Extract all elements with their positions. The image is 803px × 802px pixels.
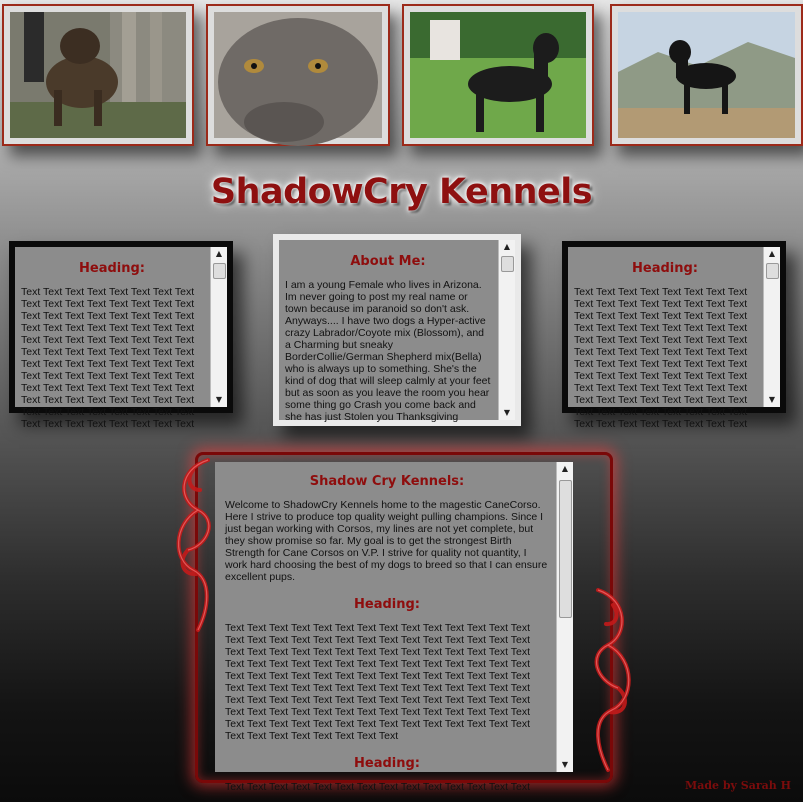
site-title: ShadowCry Kennels [210,172,593,212]
left-panel-heading: Heading: [79,261,145,276]
right-panel-heading: Heading: [632,261,698,276]
scroll-thumb[interactable] [501,256,514,272]
scroll-thumb[interactable] [213,263,226,279]
right-scroll-ornament-icon [568,580,640,780]
kennel-info-panel [215,462,573,793]
about-panel-content[interactable] [279,240,497,423]
scroll-up-arrow-icon[interactable]: ▲ [561,464,569,473]
scroll-down-arrow-icon[interactable]: ▼ [561,760,569,769]
about-panel-heading: About Me: [350,254,426,269]
left-panel-text: Text Text Text Text Text Text Text Text Text Text Text Text Text Text Text Text Text Text Text Text Text Text Text Text Text Text Text Text Text Text Text Text Text Text Text Text Text Text Text Text Text Text Text Text Text Text Text Text Text Text Text Text Text Text Text Text Text Text Text Text Text Text Text Text Text Text Text Text Text Text Text Text Text Text Text Text Text Text Text Text Text Text Text Text Text Text Text Text Text Text Text Text Text Text Text Text [21,286,195,430]
kennel-info-scrollbar[interactable] [556,462,573,772]
scroll-up-arrow-icon[interactable]: ▲ [503,242,511,251]
left-panel-scrollbar[interactable] [210,247,227,407]
scroll-down-arrow-icon[interactable]: ▼ [215,395,223,404]
left-text-panel [9,241,233,430]
scroll-up-arrow-icon[interactable]: ▲ [215,249,223,258]
kennel-section-heading: Heading: [354,597,420,612]
left-panel-content[interactable] [15,247,209,430]
kennel-info-heading: Shadow Cry Kennels: [309,474,465,489]
about-panel-text: I am a young Female who lives in Arizona. Im never going to post my real name or town because im paranoid so don't ask. Anyways.... I have two dogs a Hyper-active crazy Labrador/Coyote mix (Blossom), and a Charming but sneaky BorderCollie/German Shepherd mix(Bella) who is always up to something. She's the kind of dog that will sleep calmly at your feet but as soon as you leave the room you hear some thing go Crash you come back and she has just Stolen you Thanksgiving [285,279,491,423]
black-cane-corso-mountain-photo [610,4,803,146]
brindle-cane-corso-photo [2,4,194,146]
kennel-section-text: Text Text Text Text Text Text Text Text Text Text Text Text Text Text Text Text Text Text Text Text Text Text Text Text Text Text Text Text Text Text Text Text Text Text Text Text Text Text Text Text Text Text Text Text Text Text Text Text Text Text Text Text Text Text Text Text Text Text Text Text Text Text Text Text Text Text Text Text Text Text Text Text Text Text Text Text Text Text Text Text Text Text Text Text Text Text Text Text Text Text Text Text Text Text Text Text Text Text Text Text Text Text Text Text Text Text Text Text Text Text Text Text Text Text Text Text Text Text Text Text Text Text Text Text Text Text Text Text Text Text Text Text Text Text [225,622,531,742]
right-panel-text: Text Text Text Text Text Text Text Text Text Text Text Text Text Text Text Text Text Text Text Text Text Text Text Text Text Text Text Text Text Text Text Text Text Text Text Text Text Text Text Text Text Text Text Text Text Text Text Text Text Text Text Text Text Text Text Text Text Text Text Text Text Text Text Text Text Text Text Text Text Text Text Text Text Text Text Text Text Text Text Text Text Text Text Text Text Text Text Text Text Text Text Text Text Text Text Text [574,286,748,430]
scroll-down-arrow-icon[interactable]: ▼ [503,408,511,417]
kennel-intro-text: Welcome to ShadowCry Kennels home to the magestic CaneCorso. Here I strive to produce top quality weight pulling champions. Since I just began working with Corsos, my lines are not yet complete, but they show promise so far. My goal is to get the strongest Birth Strength for Cane Corsos on V.P. I strive for quality not quantity, I work hard choosing the best of my dogs to breed so that I can ensure excellent pups. [225,499,548,583]
kennel-section-heading-2: Heading: [354,756,420,771]
scroll-thumb[interactable] [559,480,572,618]
kennel-section-text-2: Text Text Text Text Text Text Text Text Text Text Text Text Text Text [225,781,531,793]
black-cane-corso-grass-photo [402,4,594,146]
scroll-down-arrow-icon[interactable]: ▼ [768,395,776,404]
scroll-up-arrow-icon[interactable]: ▲ [768,249,776,258]
blue-cane-corso-face-photo [206,4,390,146]
scroll-thumb[interactable] [766,263,779,279]
about-panel-scrollbar[interactable] [498,240,515,420]
kennel-info-content[interactable] [215,462,555,793]
about-me-panel [273,234,521,426]
right-text-panel [562,241,786,430]
designer-credit: Made by Sarah H [685,779,791,792]
right-panel-scrollbar[interactable] [763,247,780,407]
right-panel-content[interactable] [568,247,762,430]
